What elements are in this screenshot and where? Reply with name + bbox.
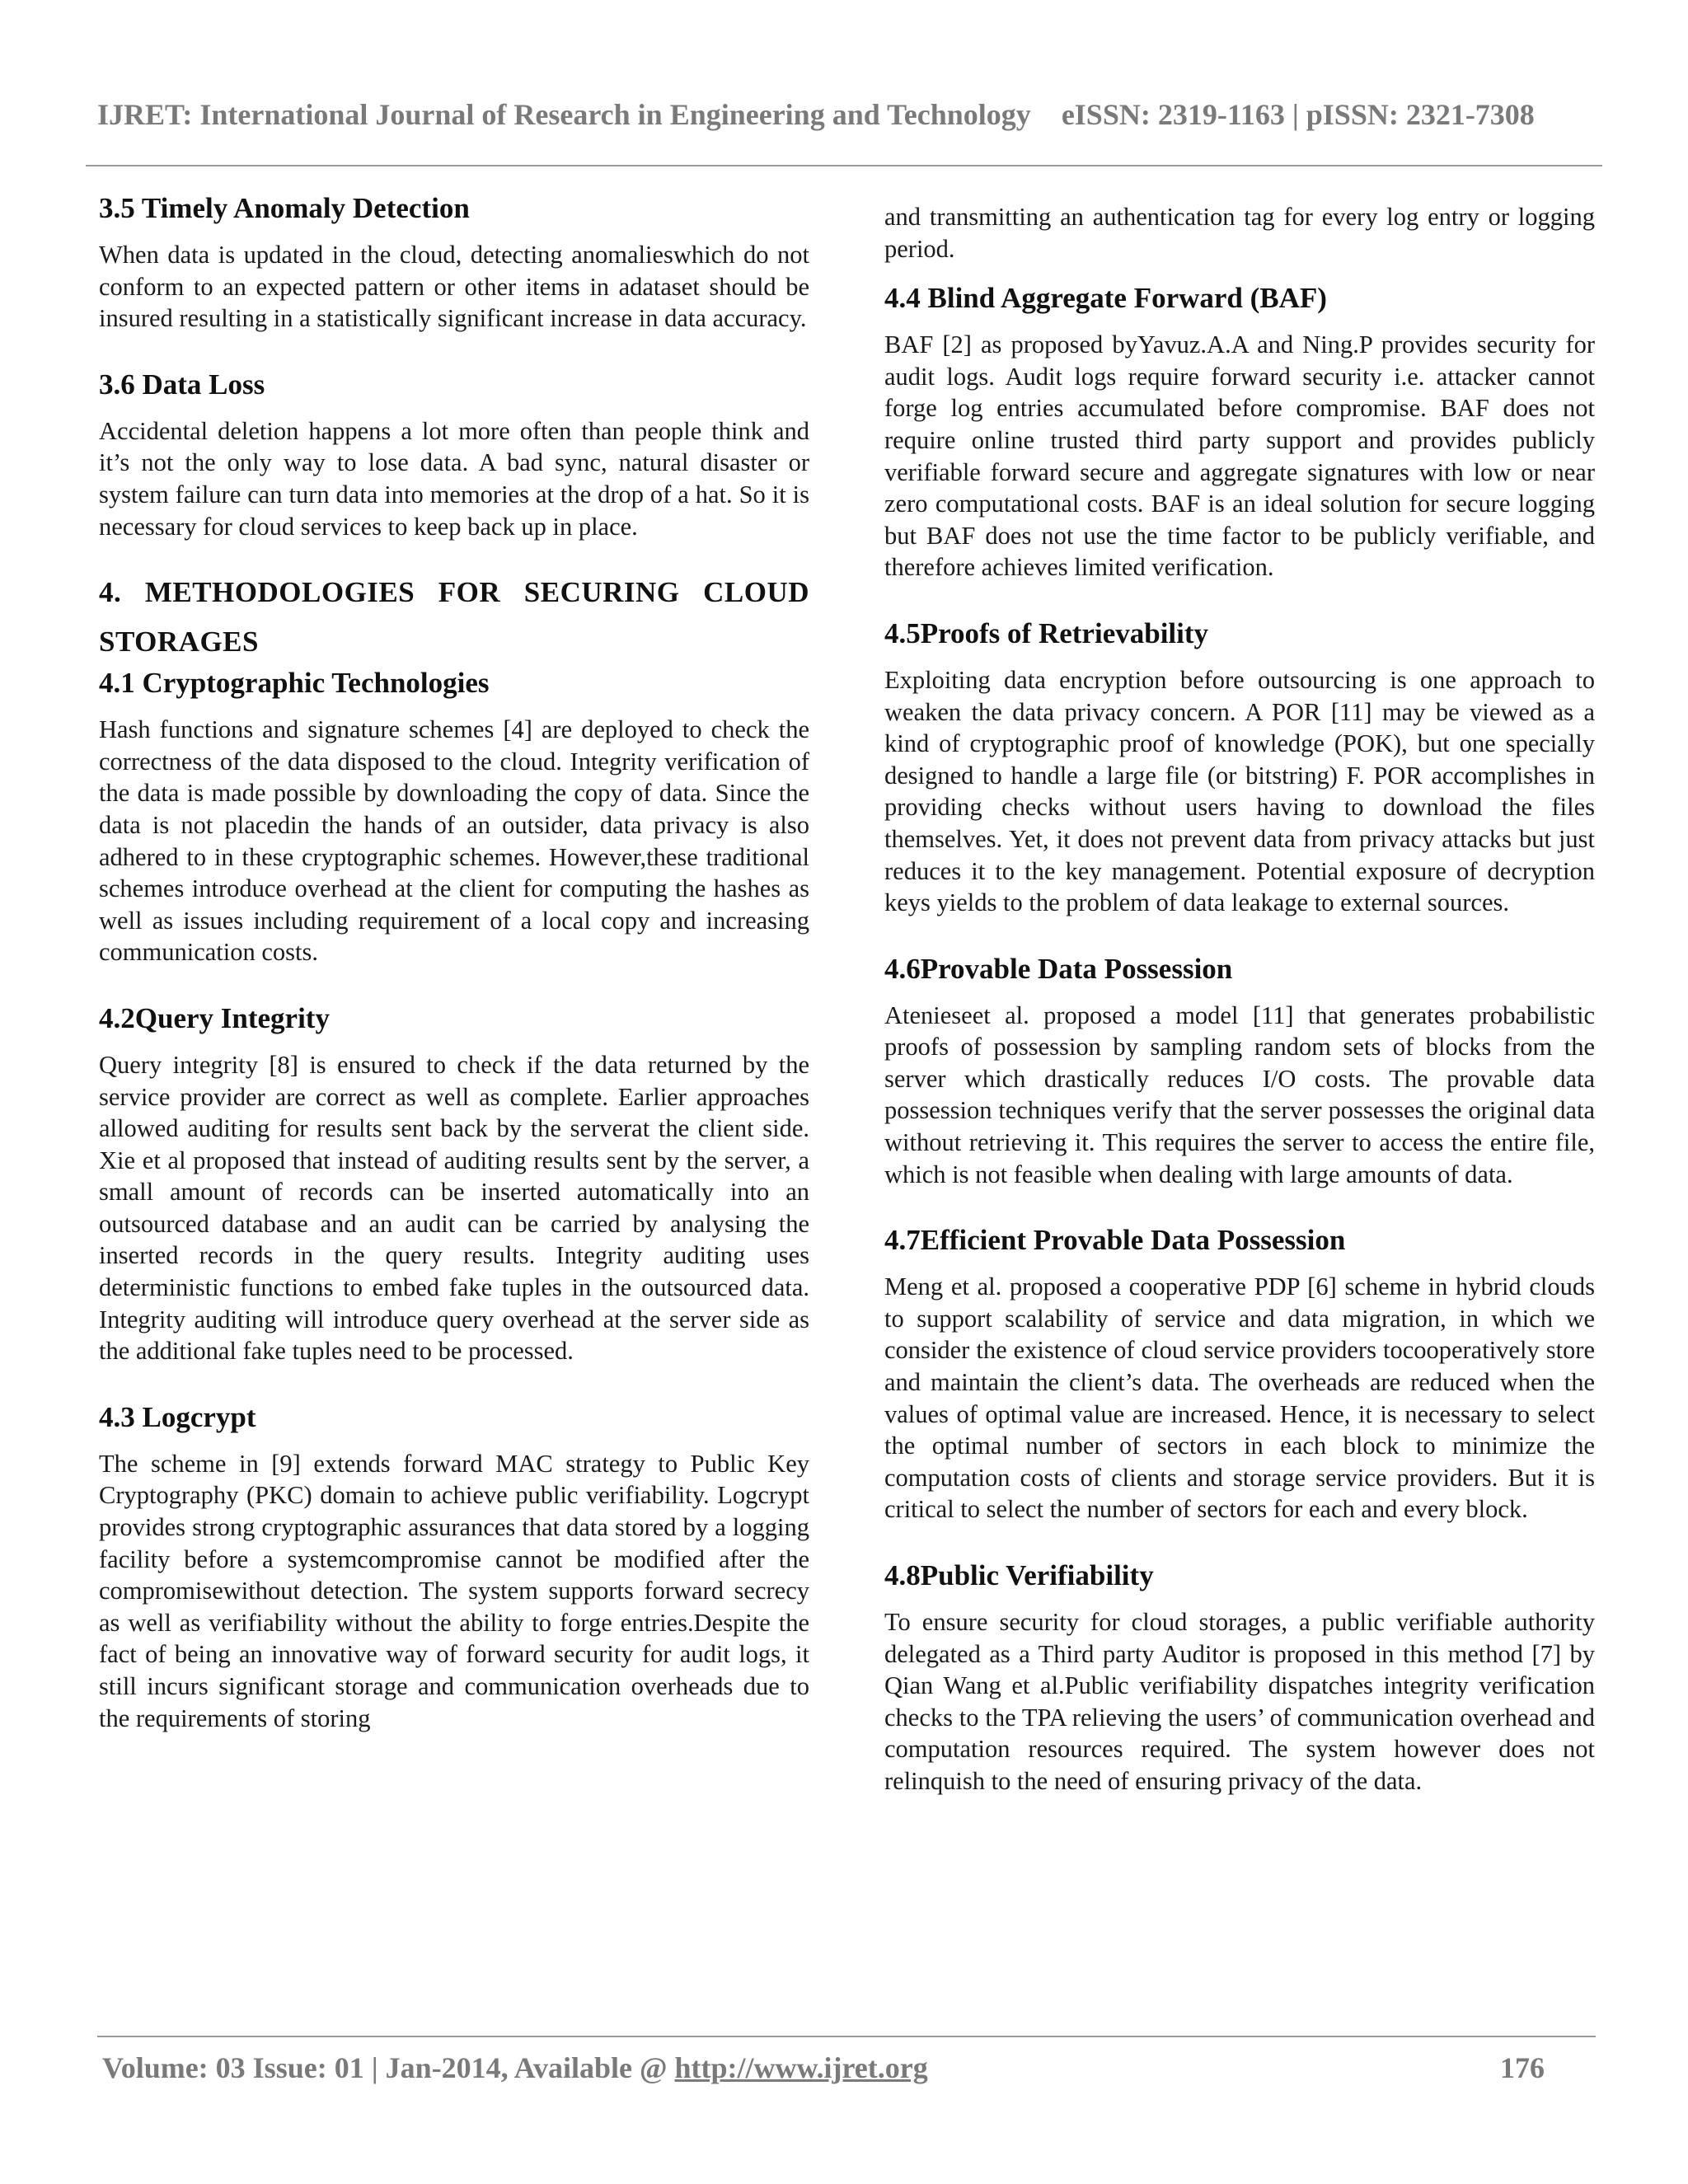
section-3-6-body: Accidental deletion happens a lot more often than people think and it’s not the only way to lose data. A bad sync, natural disaster or system failure can turn data into memories at the drop of a hat. So it is necessary for cloud services to keep back up in place.	[99, 416, 809, 541]
section-4-heading-line1: 4. METHODOLOGIES FOR SECURING CLOUD	[99, 576, 809, 609]
section-4-8-body: To ensure security for cloud storages, a public verifiable authority delegated as a Third party Auditor is proposed in this method [7] by Qian Wang et al.Public verifiability dispatches integrity verification checks to the TPA relieving the users’ of communication overhead and computation resources required. The system however does not relinquish to the need of ensuring privacy of the data.	[884, 1608, 1595, 1795]
section-4-4-heading: 4.4 Blind Aggregate Forward (BAF)	[884, 282, 1327, 315]
section-4-3-heading: 4.3 Logcrypt	[99, 1400, 256, 1433]
section-4-1-heading: 4.1 Cryptographic Technologies	[99, 667, 490, 700]
section-4-2-heading: 4.2Query Integrity	[99, 1001, 330, 1034]
left-column	[99, 191, 809, 1767]
section-3-5-heading: 3.5 Timely Anomaly Detection	[99, 192, 470, 224]
section-4-5-body: Exploiting data encryption before outsourcing is one approach to weaken the data privacy concern. A POR [11] may be viewed as a kind of cryptographic proof of knowledge (POK), but one specially designed to handle a large file (or bitstring) F. POR accomplishes in providing checks without users having to download the files themselves. Yet, it does not prevent data from privacy attacks but just reduces it to the key management. Potential exposure of decryption keys yields to the problem of data leakage to external sources.	[884, 665, 1595, 917]
section-4-6-heading: 4.6Provable Data Possession	[884, 952, 1233, 985]
section-4-7-body: Meng et al. proposed a cooperative PDP [6] scheme in hybrid clouds to support scalability of service and data migration, in which we consider the existence of cloud service providers tocooperatively store and maintain the client’s data. The overheads are reduced when the values of optimal value are increased. Hence, it is necessary to select the optimal number of sectors in each block to minimize the computation costs of clients and storage service providers. But it is critical to select the number of sectors for each and every block.	[884, 1272, 1595, 1524]
section-4-4-body: BAF [2] as proposed byYavuz.A.A and Ning.P provides security for audit logs. Audit logs require forward security i.e. attacker cannot forge log entries accumulated before compromise. BAF does not require online trusted third party support and provides publicly verifiable forward secure and aggregate signatures with low or near zero computational costs. BAF is an ideal solution for secure logging but BAF does not use the time factor to be publicly verifiable, and therefore achieves limited verification.	[884, 330, 1595, 582]
continued-text: and transmitting an authentication tag for every log entry or logging period.	[884, 203, 1595, 263]
section-4-3-body: The scheme in [9] extends forward MAC strategy to Public Key Cryptography (PKC) domain to achieve public verifiability. Logcrypt provides strong cryptographic assurances that data stored by a logging facility before a systemcompromise cannot be modified after the compromisewithout detection. The system supports forward secrecy as well as verifiability without the ability to forge entries.Despite the fact of being an innovative way of forward security for audit logs, it still incurs significant storage and communication overheads due to the requirements of storing	[99, 1449, 809, 1732]
volume-info: Volume: 03 Issue: 01 | Jan-2014, Available @	[102, 2051, 668, 2084]
issn-info: eISSN: 2319-1163 | pISSN: 2321-7308	[1061, 98, 1535, 131]
section-4-8-heading: 4.8Public Verifiability	[884, 1559, 1154, 1591]
journal-link[interactable]: http://www.ijret.org	[674, 2051, 928, 2084]
section-3-5-body: When data is updated in the cloud, detecting anomalieswhich do not conform to an expected pattern or other items in adataset should be insured resulting in a statistically significant increase in data accuracy.	[99, 241, 809, 333]
header-divider	[86, 165, 1602, 166]
journal-title: IJRET: International Journal of Research in Engineering and Technology	[97, 98, 1031, 131]
section-4-1-body: Hash functions and signature schemes [4] are deployed to check the correctness of the data disposed to the cloud. Integrity verification of the data is made possible by downloading the copy of data. Since the data is not placedin the hands of an outsider, data privacy is also adhered to in these cryptographic schemes. However,these traditional schemes introduce overhead at the client for computing the hashes as well as issues including requirement of a local copy and increasing communication costs.	[99, 715, 809, 967]
section-4-5-heading: 4.5Proofs of Retrievability	[884, 616, 1209, 649]
page-number: 176	[1500, 2051, 1545, 2084]
right-column	[884, 201, 1595, 1830]
section-4-heading	[99, 575, 809, 659]
section-3-6-heading: 3.6 Data Loss	[99, 368, 265, 401]
page-header	[97, 97, 1606, 132]
page-footer	[102, 2050, 1545, 2085]
section-4-7-heading: 4.7Efficient Provable Data Possession	[884, 1224, 1346, 1257]
section-4-heading-line2: STORAGES	[99, 626, 259, 658]
footer-divider	[97, 2036, 1596, 2037]
section-4-2-body: Query integrity [8] is ensured to check if the data returned by the service provider are correct as well as complete. Earlier approaches allowed auditing for results sent back by the serverat the client side. Xie et al proposed that instead of auditing results sent by the server, a small amount of records can be inserted automatically into an outsourced database and an audit can be carried by analysing the inserted records in the query results. Integrity auditing uses deterministic functions to embed fake tuples in the outsourced data. Integrity auditing will introduce query overhead at the server side as the additional fake tuples need to be processed.	[99, 1050, 809, 1366]
section-4-6-body: Atenieseet al. proposed a model [11] that generates probabilistic proofs of possession by sampling random sets of blocks from the server which drastically reduces I/O costs. The provable data possession techniques verify that the server possesses the original data without retrieving it. This requires the server to access the entire file, which is not feasible when dealing with large amounts of data.	[884, 1001, 1595, 1188]
